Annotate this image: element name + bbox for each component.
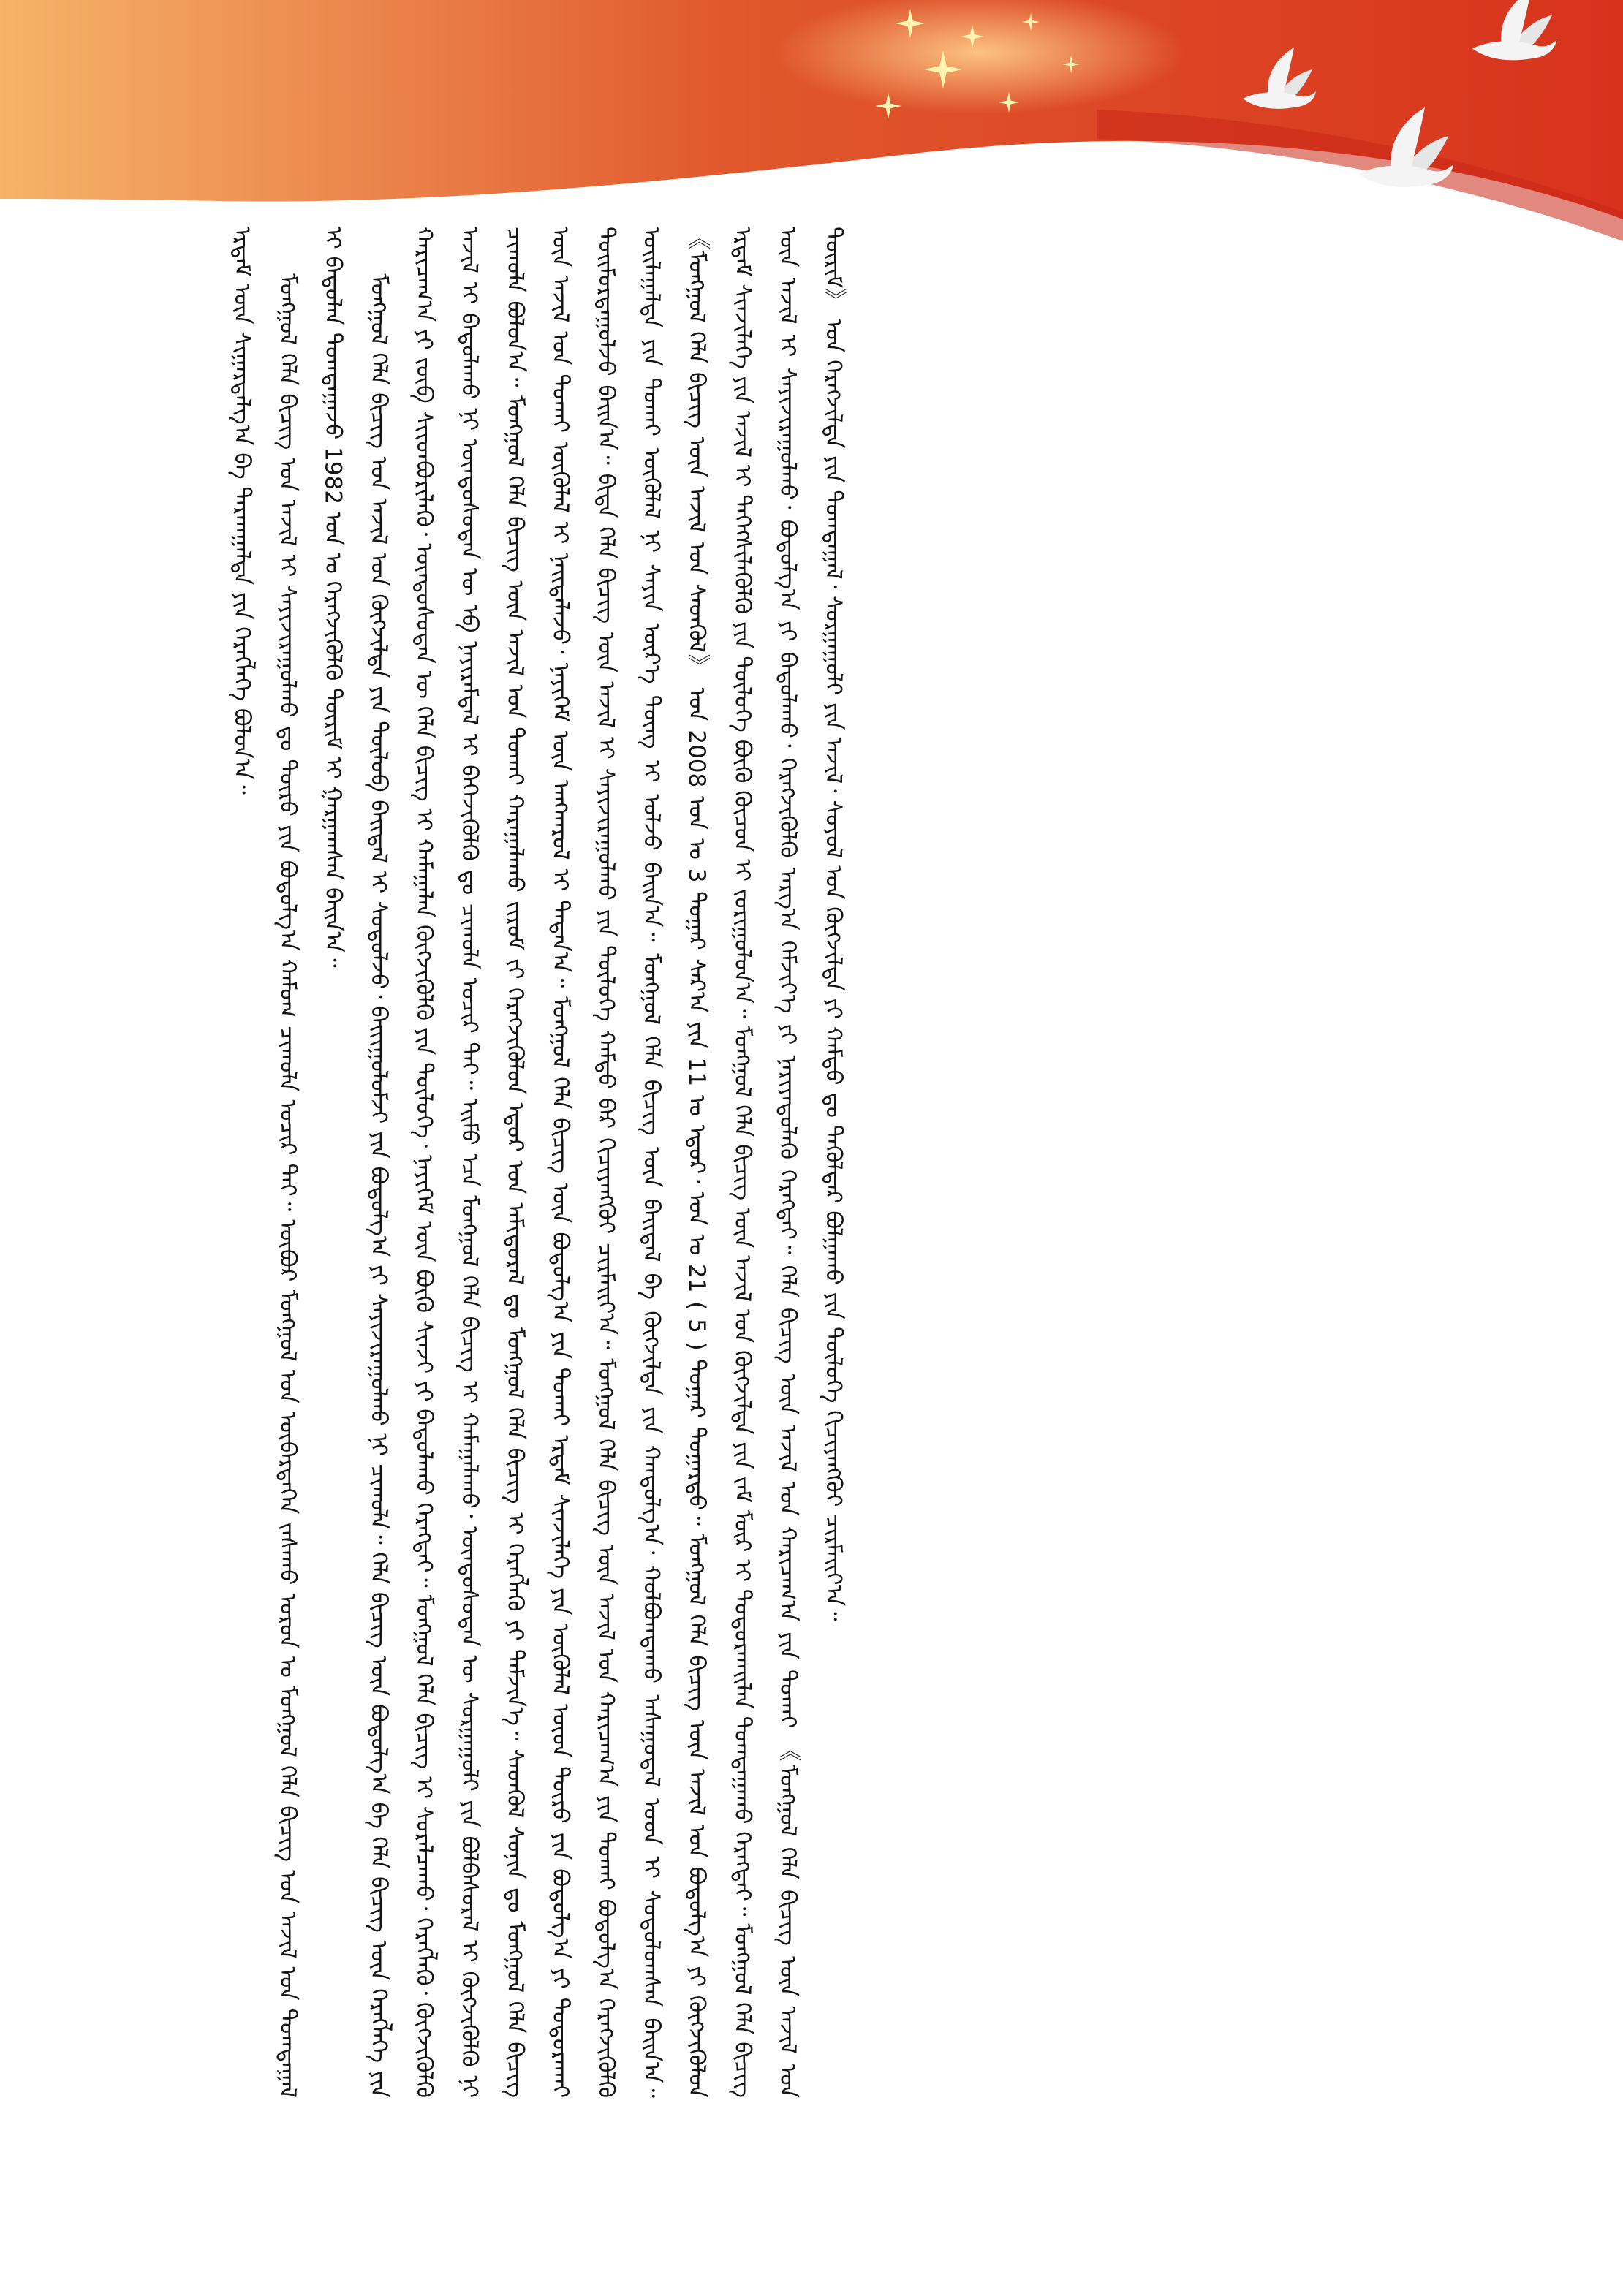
paragraph-3: ᠮᠣᠩᠭᠣᠯ ᠬᠡᠯᠡ ᠪᠢᠴᠢᠭ ᠤᠨ ᠠᠵᠢᠯ ᠤᠨ ᠬᠥᠭᠵᠢᠯᠲᠡ ᠶᠢᠨ ᠲᠥᠯᠦᠪ ᠪᠠᠢᠳᠠᠯ ᠢ ᠰᠤᠳᠤᠯᠵᠤ᠂ ᠪᠠᠢᠢᠭᠤᠯᠤᠮᠵᠢ ᠶᠢᠨ ᠪᠣᠳᠣᠯᠭ᠎ᠠ ᠶᠢ ᠰᠠᠶᠢᠵᠢᠷᠠᠭᠤᠯᠬᠤ ᠨᠢ ᠴᠢᠬᠤᠯᠠ᠃ ᠬᠡᠯᠡ ᠪᠢᠴᠢᠭ ᠦᠨ ᠪᠣᠳᠣᠯᠭ᠎ᠠ ᠪᠠ ᠬᠡᠯᠡ ᠪᠢᠴᠢᠭ ᠦᠨ ᠬᠡᠷᠡᠭᠯᠡᠭᠡ ᠶᠢᠨ ᠬᠠᠷᠢᠴᠠᠭ᠎ᠠ ᠶᠢ ᠵᠥᠪ ᠰᠢᠢᠳᠪᠦᠷᠢᠯᠡᠬᠦ᠂ ᠦᠨᠳᠦᠰᠦᠲᠡᠨ ᠦ ᠬᠡᠯᠡ ᠪᠢᠴᠢᠭ ᠢ ᠬᠠᠮᠠᠭᠠᠯᠠᠨ ᠬᠥᠭᠵᠢᠭᠦᠯᠬᠦ ᠶᠢᠨ ᠲᠥᠯᠦᠭᠡ᠂ ᠨᠡᠶᠢᠭᠡᠮ ᠦᠨ ᠪᠥᠬᠦ ᠰᠢᠨᠵᠢ ᠶᠢ ᠪᠠᠲᠤᠯᠠᠬᠤ ᠬᠡᠷᠡᠭᠲᠡᠢ᠃ ᠮᠣᠩᠭᠣᠯ ᠬᠡᠯᠡ ᠪᠢᠴᠢᠭ ᠢ ᠰᠤᠷᠠᠯᠴᠠᠬᠤ᠂ ᠬᠡᠷᠡᠭᠯᠡᠬᠦ᠂ ᠬᠥᠭᠵᠢᠭᠦᠯᠬᠦ ᠠᠵᠢᠯ ᠢ ᠪᠠᠲᠤᠯᠠᠬᠤ ᠨᠢ ᠦᠨᠳᠦᠰᠦᠲᠡᠨ ᠦ ᠡᠪ ᠨᠠᠶᠢᠷᠠᠮᠳᠠᠯ ᠢ ᠪᠡᠬᠡᠵᠢᠭᠦᠯᠬᠦ ᠳᠤ ᠴᠢᠬᠤᠯᠠ ᠤᠴᠢᠷ ᠲᠠᠢ᠃ ᠡᠢᠮᠦ ᠡᠴᠡ ᠮᠣᠩᠭᠣᠯ ᠬᠡᠯᠡ ᠪᠢᠴᠢᠭ ᠢ ᠬᠠᠮᠠᠭᠠᠯᠠᠬᠤ᠂ ᠦᠨᠳᠦᠰᠦᠲᠡᠨ ᠦ ᠰᠤᠷᠭᠠᠭᠤᠯᠢ ᠶᠢᠨ ᠪᠣᠯᠪᠠᠰᠤᠷᠠᠯ ᠢ ᠬᠥᠭᠵᠢᠭᠦᠯᠬᠦ ᠨᠢ ᠴᠢᠬᠤᠯᠠ ᠪᠣᠯᠤᠨ᠎ᠠ᠃ ᠮᠣᠩᠭᠣᠯ ᠬᠡᠯᠡ ᠪᠢᠴᠢᠭ ᠦᠨ ᠠᠵᠢᠯ ᠤᠨ ᠲᠤᠬᠠᠢ ᠬᠠᠷᠠᠭᠠᠯᠠᠬᠤ ᠵᠢᠷᠤᠮ ᠵᠢ ᠬᠡᠷᠡᠭᠵᠢᠭᠦᠯᠦᠨ ᠡᠳᠦᠷ ᠤᠨ ᠠᠮᠢᠳᠤᠷᠠᠯ ᠳᠤ ᠮᠣᠩᠭᠣᠯ ᠬᠡᠯᠡ ᠪᠢᠴᠢᠭ ᠢ ᠬᠡᠷᠡᠭᠯᠡᠬᠦ ᠶᠢ ᠳᠡᠮᠵᠢᠨ᠎ᠡ᠃ ᠰᠡᠳᠭᠦᠯ ᠰᠣᠨᠢᠨ ᠳᠤ ᠮᠣᠩᠭᠣᠯ ᠬᠡᠯᠡ ᠪᠢᠴᠢᠭ ᠦᠨ ᠠᠵᠢᠯ ᠤᠨ ᠲᠤᠬᠠᠢ ᠥᠭᠦᠯᠡᠯ ᠢ ᠨᠡᠢᠲᠡᠯᠡᠵᠦ᠂ ᠨᠡᠶᠢᠭᠡᠮ ᠦᠨ ᠠᠩᠬᠠᠷᠤᠯ ᠢ ᠲᠠᠲᠠᠨ᠎ᠠ᠃ ᠮᠣᠩᠭᠣᠯ ᠬᠡᠯᠡ ᠪᠢᠴᠢᠭ ᠦᠨ ᠪᠣᠳᠣᠯᠭ᠎ᠠ ᠶᠢᠨ ᠲᠤᠬᠠᠢ ᠡᠷᠳᠡᠮ ᠰᠢᠨᠵᠢᠯᠡᠭᠡ ᠶᠢᠨ ᠥᠭᠦᠯᠡᠯ ᠦᠳ ᠲᠥᠷᠦ ᠶᠢᠨ ᠪᠣᠳᠣᠯᠭ᠎ᠠ ᠶᠢ ᠲᠣᠳᠣᠷᠠᠬᠠᠢ ᠲᠣᠢᠮᠣᠷᠳᠠᠭᠤᠯᠵᠤ ᠪᠠᠢᠨ᠎ᠠ᠃ ᠪᠢᠳᠡ ᠬᠡᠯᠡ ᠪᠢᠴᠢᠭ ᠦᠨ ᠠᠵᠢᠯ ᠢ ᠰᠠᠶᠢᠵᠢᠷᠠᠭᠤᠯᠬᠤ ᠶᠢᠨ ᠲᠥᠯᠦᠭᠡ ᠬᠠᠮᠲᠤ ᠪᠡᠷ ᠬᠢᠴᠢᠶᠡᠩᠭᠦᠢ ᠴᠢᠷᠮᠠᠢᠶ᠎ᠠ᠃ ᠮᠣᠩᠭᠣᠯ ᠬᠡᠯᠡ ᠪᠢᠴᠢᠭ ᠦᠨ ᠠᠵᠢᠯ ᠤᠨ ᠬᠠᠷᠢᠴᠠᠭ᠎ᠠ ᠶᠢᠨ ᠲᠤᠬᠠᠢ ᠪᠣᠳᠣᠯᠭ᠎ᠠ ᠬᠡᠷᠡᠭᠵᠢᠭᠦᠯᠬᠦ ᠣᠢᠯᠠᠭᠠᠯᠲᠠ ᠶᠢᠨ ᠲᠤᠬᠠᠢ ᠥᠭᠦᠯᠡᠯ ᠨᠢ ᠰᠠᠶᠢᠨ ᠦᠷ᠎ᠡ ᠳᠦᠩ ᠢ ᠣᠯᠵᠤ ᠪᠠᠢᠨ᠎ᠠ᠃ ᠮᠣᠩᠭᠣᠯ ᠬᠡᠯᠡ ᠪᠢᠴᠢᠭ ᠦᠨ ᠪᠠᠢᠳᠠᠯ ᠪᠠ ᠬᠥᠭᠵᠢᠯᠲᠡ ᠶᠢᠨ ᠬᠠᠨᠳᠤᠯᠭ᠎ᠠ᠂ ᠬᠣᠯᠪᠣᠭᠳᠠᠬᠤ ᠠᠰᠠᠭᠤᠳᠠᠯ ᠤᠳ ᠢ ᠰᠤᠳᠤᠯᠤᠭᠰᠠᠨ ᠪᠠᠢᠨ᠎ᠠ᠃ 《ᠮᠣᠩᠭᠣᠯ ᠬᠡᠯᠡ ᠪᠢᠴᠢᠭ ᠦᠨ ᠠᠵᠢᠯ ᠤᠨ ᠰᠡᠳᠭᠦᠯ》 ᠤᠨ 2008 ᠣᠨ ᠤ 3 ᠳᠤᠭᠠᠷ ᠰᠠᠷ᠎ᠠ ᠶᠢᠨ 11 ᠤ ᠡᠳᠦᠷ᠂ ᠣᠨ ᠤ 21 ( 5 ) ᠳᠤᠭᠠᠷ ᠳᠤᠭᠠᠷᠲᠤ᠃ ᠮᠣᠩᠭᠣᠯ ᠬᠡᠯᠡ ᠪᠢᠴᠢᠭ ᠦᠨ ᠠᠵᠢᠯ ᠤᠨ ᠪᠣᠳᠣᠯᠭ᠎ᠠ ᠶᠢ ᠬᠥᠭᠵᠢᠭᠦᠯᠦᠨ ᠡᠷᠳᠡᠮ ᠰᠢᠨᠵᠢᠯᠡᠭᠡ ᠶᠢᠨ ᠠᠵᠢᠯ ᠢ ᠳᠡᠭᠡᠭᠰᠢᠯᠡᠭᠦᠯᠬᠦ ᠶᠢᠨ ᠲᠥᠯᠦᠭᠡ ᠪᠥᠬᠦ ᠬᠦᠴᠦᠨ ᠢ ᠵᠣᠷᠢᠭᠤᠯᠤᠨ᠎ᠠ᠃ ᠮᠣᠩᠭᠣᠯ ᠬᠡᠯᠡ ᠪᠢᠴᠢᠭ ᠦᠨ ᠠᠵᠢᠯ ᠤᠨ ᠬᠥᠭᠵᠢᠯᠲᠡ ᠶᠢᠨ ᠵᠠᠮ ᠮᠥᠷ ᠢ ᠲᠣᠳᠣᠷᠬᠠᠢᠯᠠᠨ ᠲᠣᠭᠲᠠᠭᠠᠬᠤ ᠬᠡᠷᠡᠭᠲᠡᠢ᠃ ᠮᠣᠩᠭᠣᠯ ᠬᠡᠯᠡ ᠪᠢᠴᠢᠭ ᠦᠨ ᠠᠵᠢᠯ ᠢ ᠰᠠᠶᠢᠵᠢᠷᠠᠭᠤᠯᠬᠤ᠂ ᠪᠣᠳᠣᠯᠭ᠎ᠠ ᠶᠢ ᠪᠠᠲᠤᠯᠠᠬᠤ᠂ ᠬᠡᠷᠡᠭᠵᠢᠭᠦᠯᠬᠦ ᠠᠷᠭ᠎ᠠ ᠬᠡᠮᠵᠢᠶ᠎ᠡ ᠶᠢ ᠨᠡᠷᠢᠶᠡᠳᠦᠯᠡᠬᠦ ᠬᠡᠷᠡᠭᠲᠡᠢ᠃ ᠬᠡᠯᠡ ᠪᠢᠴᠢᠭ ᠦᠨ ᠠᠵᠢᠯ ᠤᠨ ᠬᠠᠷᠢᠴᠠᠭ᠎ᠠ ᠶᠢᠨ ᠲᠤᠬᠠᠢ 《ᠮᠣᠩᠭᠣᠯ ᠬᠡᠯᠡ ᠪᠢᠴᠢᠭ ᠦᠨ ᠠᠵᠢᠯ ᠤᠨ ᠳᠦᠷᠢᠮ》 ᠤᠨ ᠬᠡᠷᠡᠭᠵᠢᠯᠲᠡ ᠶᠢᠨ ᠲᠣᠭᠲᠠᠭᠠᠯ᠂ ᠰᠤᠷᠭᠠᠭᠤᠯᠢ ᠶᠢᠨ ᠠᠵᠢᠯ᠂ ᠰᠣᠶᠣᠯ ᠤᠨ ᠬᠥᠭᠵᠢᠯᠲᠡ ᠶᠢ ᠬᠠᠮᠲᠤ ᠳᠤ ᠲᠡᠭᠦᠯᠳᠡᠷ ᠪᠣᠯᠭᠠᠬᠤ ᠶᠢᠨ ᠲᠥᠯᠦᠭᠡ ᠬᠢᠴᠢᠶᠡᠩᠭᠦᠢ ᠴᠢᠷᠮᠠᠢᠶ᠎ᠠ᠃ — [365, 227, 847, 2098]
header-banner — [0, 0, 1623, 249]
body-text — [219, 227, 1418, 2098]
paragraph-1: ᠡᠷᠳᠡᠮ ᠦᠨ ᠰᠢᠭᠠᠷᠳᠠᠯᠭ᠎ᠠ ᠪᠠ ᠲᠠᠷᠬᠠᠭᠠᠯᠲᠠ ᠶᠢᠨ ᠬᠡᠷᠡᠭᠯᠡᠭᠡ ᠪᠣᠯᠤᠨ᠎ᠠ᠃ — [229, 227, 256, 795]
paragraph-2: ᠮᠣᠩᠭᠣᠯ ᠬᠡᠯᠡ ᠪᠢᠴᠢᠭ ᠤᠨ ᠠᠵᠢᠯ ᠢ ᠰᠠᠶᠢᠵᠢᠷᠠᠭᠤᠯᠬᠤ ᠳᠤ ᠲᠥᠷᠦ ᠶᠢᠨ ᠪᠣᠳᠣᠯᠭ᠎ᠠ ᠬᠠᠮᠤᠭ ᠴᠢᠬᠤᠯᠠ ᠤᠴᠢᠷ ᠲᠠᠢ᠃ ᠥᠪᠥᠷ ᠮᠣᠩᠭᠣᠯ ᠤᠨ ᠥᠪᠡᠷᠲᠡᠭᠡᠨ ᠵᠠᠰᠠᠬᠤ ᠣᠷᠣᠨ ᠤ ᠮᠣᠩᠭᠣᠯ ᠬᠡᠯᠡ ᠪᠢᠴᠢᠭ ᠤᠨ ᠠᠵᠢᠯ ᠤᠨ ᠲᠣᠭᠲᠠᠭᠠᠯ ᠢ ᠪᠠᠲᠤᠯᠠᠨ ᠲᠣᠭᠲᠠᠭᠠᠵᠤ 1982 ᠣᠨ ᠤ ᠬᠡᠷᠡᠭᠵᠢᠭᠦᠯᠬᠦ ᠳᠦᠷᠢᠮ ᠢ ᠭᠠᠷᠭᠠᠭᠰᠠᠨ ᠪᠠᠢᠨ᠎ᠠ᠃ — [274, 227, 347, 2098]
banner-graphic — [0, 0, 1623, 249]
